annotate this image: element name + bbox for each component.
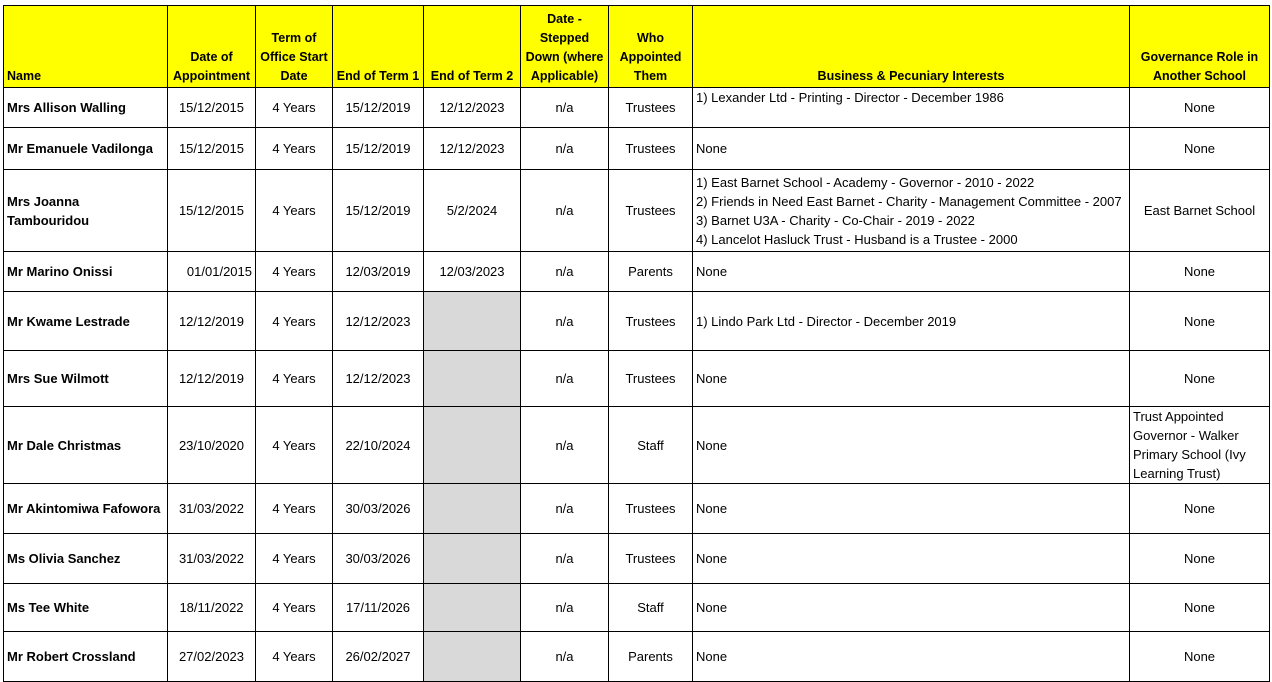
stepped-down-date: n/a <box>521 351 609 407</box>
term-length: 4 Years <box>256 534 333 584</box>
term-length: 4 Years <box>256 170 333 252</box>
header-term-start: Term of Office Start Date <box>256 6 333 88</box>
interests-cell <box>693 407 1130 484</box>
appointment-date: 12/12/2019 <box>168 351 256 407</box>
interest-line: 1) Lindo Park Ltd - Director - December 2019 <box>696 313 957 329</box>
governors-table <box>3 5 1270 682</box>
appointment-date: 15/12/2015 <box>168 128 256 170</box>
table-row <box>4 584 1270 632</box>
governor-name: Mr Akintomiwa Fafowora <box>4 484 168 534</box>
header-end-term-1: End of Term 1 <box>333 6 424 88</box>
appointment-date: 23/10/2020 <box>168 407 256 484</box>
governance-role-line: East Barnet School <box>1143 203 1256 218</box>
stepped-down-date: n/a <box>521 252 609 292</box>
end-term-2: 12/12/2023 <box>424 128 521 170</box>
governance-role-line: None <box>1183 551 1216 566</box>
table-row <box>4 407 1270 484</box>
governance-role-cell <box>1130 351 1270 407</box>
end-term-2 <box>424 484 521 534</box>
appointed-by: Trustees <box>609 534 693 584</box>
term-length: 4 Years <box>256 584 333 632</box>
header-date-of-appointment: Date of Appointment <box>168 6 256 88</box>
end-term-1: 17/11/2026 <box>333 584 424 632</box>
interest-line: 1) Lexander Ltd - Printing - Director - December 1986 <box>696 90 1004 105</box>
interest-line: None <box>696 141 728 156</box>
interests-cell <box>693 128 1130 170</box>
table-row <box>4 128 1270 170</box>
term-length: 4 Years <box>256 128 333 170</box>
end-term-2 <box>424 351 521 407</box>
table-row <box>4 292 1270 351</box>
end-term-2 <box>424 292 521 351</box>
governor-name: Mrs Joanna Tambouridou <box>4 170 168 252</box>
governance-role-cell <box>1130 292 1270 351</box>
end-term-2: 12/12/2023 <box>424 88 521 128</box>
end-term-1: 15/12/2019 <box>333 88 424 128</box>
stepped-down-date: n/a <box>521 170 609 252</box>
appointment-date: 15/12/2015 <box>168 170 256 252</box>
interests-cell <box>693 351 1130 407</box>
term-length: 4 Years <box>256 292 333 351</box>
end-term-1: 15/12/2019 <box>333 128 424 170</box>
table-row <box>4 351 1270 407</box>
interest-line: 1) East Barnet School - Academy - Governor - 2010 - 2022 <box>696 174 1035 190</box>
governor-name: Ms Olivia Sanchez <box>4 534 168 584</box>
governance-role-cell <box>1130 252 1270 292</box>
appointed-by: Parents <box>609 252 693 292</box>
header-governance-role: Governance Role in Another School <box>1130 6 1270 88</box>
governance-role-line: None <box>1183 264 1216 279</box>
table-row <box>4 170 1270 252</box>
term-length: 4 Years <box>256 252 333 292</box>
governance-role-line: None <box>1183 313 1216 329</box>
end-term-1: 12/12/2023 <box>333 292 424 351</box>
interest-line: None <box>696 437 728 453</box>
appointed-by: Staff <box>609 584 693 632</box>
appointed-by: Parents <box>609 632 693 682</box>
interests-cell <box>693 584 1130 632</box>
stepped-down-date: n/a <box>521 88 609 128</box>
governor-name: Mrs Sue Wilmott <box>4 351 168 407</box>
governance-role-cell <box>1130 88 1270 128</box>
header-row <box>4 6 1270 88</box>
interest-line: None <box>696 264 728 279</box>
governance-role-cell <box>1130 407 1270 484</box>
governor-name: Mr Marino Onissi <box>4 252 168 292</box>
term-length: 4 Years <box>256 351 333 407</box>
governor-name: Ms Tee White <box>4 584 168 632</box>
stepped-down-date: n/a <box>521 484 609 534</box>
governance-role-line: Primary School (Ivy <box>1133 447 1246 462</box>
end-term-2 <box>424 632 521 682</box>
interests-cell <box>693 292 1130 351</box>
governance-role-line: None <box>1183 600 1216 615</box>
end-term-1: 12/03/2019 <box>333 252 424 292</box>
governance-role-cell <box>1130 170 1270 252</box>
appointed-by: Trustees <box>609 484 693 534</box>
term-length: 4 Years <box>256 88 333 128</box>
end-term-1: 30/03/2026 <box>333 484 424 534</box>
appointed-by: Trustees <box>609 88 693 128</box>
header-appointed-by: Who Appointed Them <box>609 6 693 88</box>
table-row <box>4 632 1270 682</box>
governance-role-cell <box>1130 128 1270 170</box>
table-body <box>4 88 1270 682</box>
appointment-date: 15/12/2015 <box>168 88 256 128</box>
interest-line: 4) Lancelot Hasluck Trust - Husband is a Trustee - 2000 <box>696 231 1018 247</box>
end-term-2 <box>424 584 521 632</box>
governance-role-cell <box>1130 534 1270 584</box>
header-stepped-down: Date - Stepped Down (where Applicable) <box>521 6 609 88</box>
governor-name: Mrs Allison Walling <box>4 88 168 128</box>
appointed-by: Trustees <box>609 170 693 252</box>
appointment-date: 31/03/2022 <box>168 534 256 584</box>
stepped-down-date: n/a <box>521 534 609 584</box>
governance-role-line: None <box>1183 100 1216 115</box>
interest-line: None <box>696 649 728 664</box>
stepped-down-date: n/a <box>521 128 609 170</box>
end-term-2 <box>424 407 521 484</box>
governor-name: Mr Kwame Lestrade <box>4 292 168 351</box>
governor-name: Mr Dale Christmas <box>4 407 168 484</box>
interest-line: 3) Barnet U3A - Charity - Co-Chair - 2019 - 2022 <box>696 212 975 228</box>
governance-role-line: None <box>1183 649 1216 664</box>
header-interests: Business & Pecuniary Interests <box>693 6 1130 88</box>
appointment-date: 18/11/2022 <box>168 584 256 632</box>
appointed-by: Staff <box>609 407 693 484</box>
end-term-2 <box>424 534 521 584</box>
governance-role-line: None <box>1183 501 1216 516</box>
governance-role-cell <box>1130 484 1270 534</box>
appointment-date: 12/12/2019 <box>168 292 256 351</box>
header-name: Name <box>4 6 168 88</box>
term-length: 4 Years <box>256 407 333 484</box>
interests-cell <box>693 534 1130 584</box>
end-term-2: 5/2/2024 <box>424 170 521 252</box>
table-row <box>4 252 1270 292</box>
term-length: 4 Years <box>256 484 333 534</box>
governor-name: Mr Emanuele Vadilonga <box>4 128 168 170</box>
governance-role-cell <box>1130 632 1270 682</box>
table-row <box>4 484 1270 534</box>
governance-role-cell <box>1130 584 1270 632</box>
interests-cell <box>693 632 1130 682</box>
end-term-1: 26/02/2027 <box>333 632 424 682</box>
appointed-by: Trustees <box>609 292 693 351</box>
stepped-down-date: n/a <box>521 292 609 351</box>
interest-line: None <box>696 371 728 386</box>
governance-role-line: None <box>1183 141 1216 156</box>
interest-line: None <box>696 551 728 566</box>
governance-role-line: Learning Trust) <box>1133 466 1221 481</box>
interests-cell <box>693 252 1130 292</box>
end-term-1: 12/12/2023 <box>333 351 424 407</box>
interest-line: None <box>696 501 728 516</box>
stepped-down-date: n/a <box>521 632 609 682</box>
interests-cell <box>693 170 1130 252</box>
governance-role-line: Governor - Walker <box>1133 428 1239 443</box>
governor-name: Mr Robert Crossland <box>4 632 168 682</box>
appointed-by: Trustees <box>609 128 693 170</box>
header-end-term-2: End of Term 2 <box>424 6 521 88</box>
governance-role-line: Trust Appointed <box>1133 409 1224 424</box>
governance-role-line: None <box>1183 371 1216 386</box>
interest-line: 2) Friends in Need East Barnet - Charity - Management Committee - 2007 <box>696 193 1122 209</box>
stepped-down-date: n/a <box>521 584 609 632</box>
term-length: 4 Years <box>256 632 333 682</box>
end-term-1: 22/10/2024 <box>333 407 424 484</box>
table-row <box>4 534 1270 584</box>
table-row <box>4 88 1270 128</box>
end-term-2: 12/03/2023 <box>424 252 521 292</box>
appointment-date: 27/02/2023 <box>168 632 256 682</box>
stepped-down-date: n/a <box>521 407 609 484</box>
end-term-1: 30/03/2026 <box>333 534 424 584</box>
interests-cell <box>693 88 1130 128</box>
interest-line: None <box>696 600 728 615</box>
interests-cell <box>693 484 1130 534</box>
appointment-date: 01/01/2015 <box>168 252 256 292</box>
end-term-1: 15/12/2019 <box>333 170 424 252</box>
appointment-date: 31/03/2022 <box>168 484 256 534</box>
appointed-by: Trustees <box>609 351 693 407</box>
